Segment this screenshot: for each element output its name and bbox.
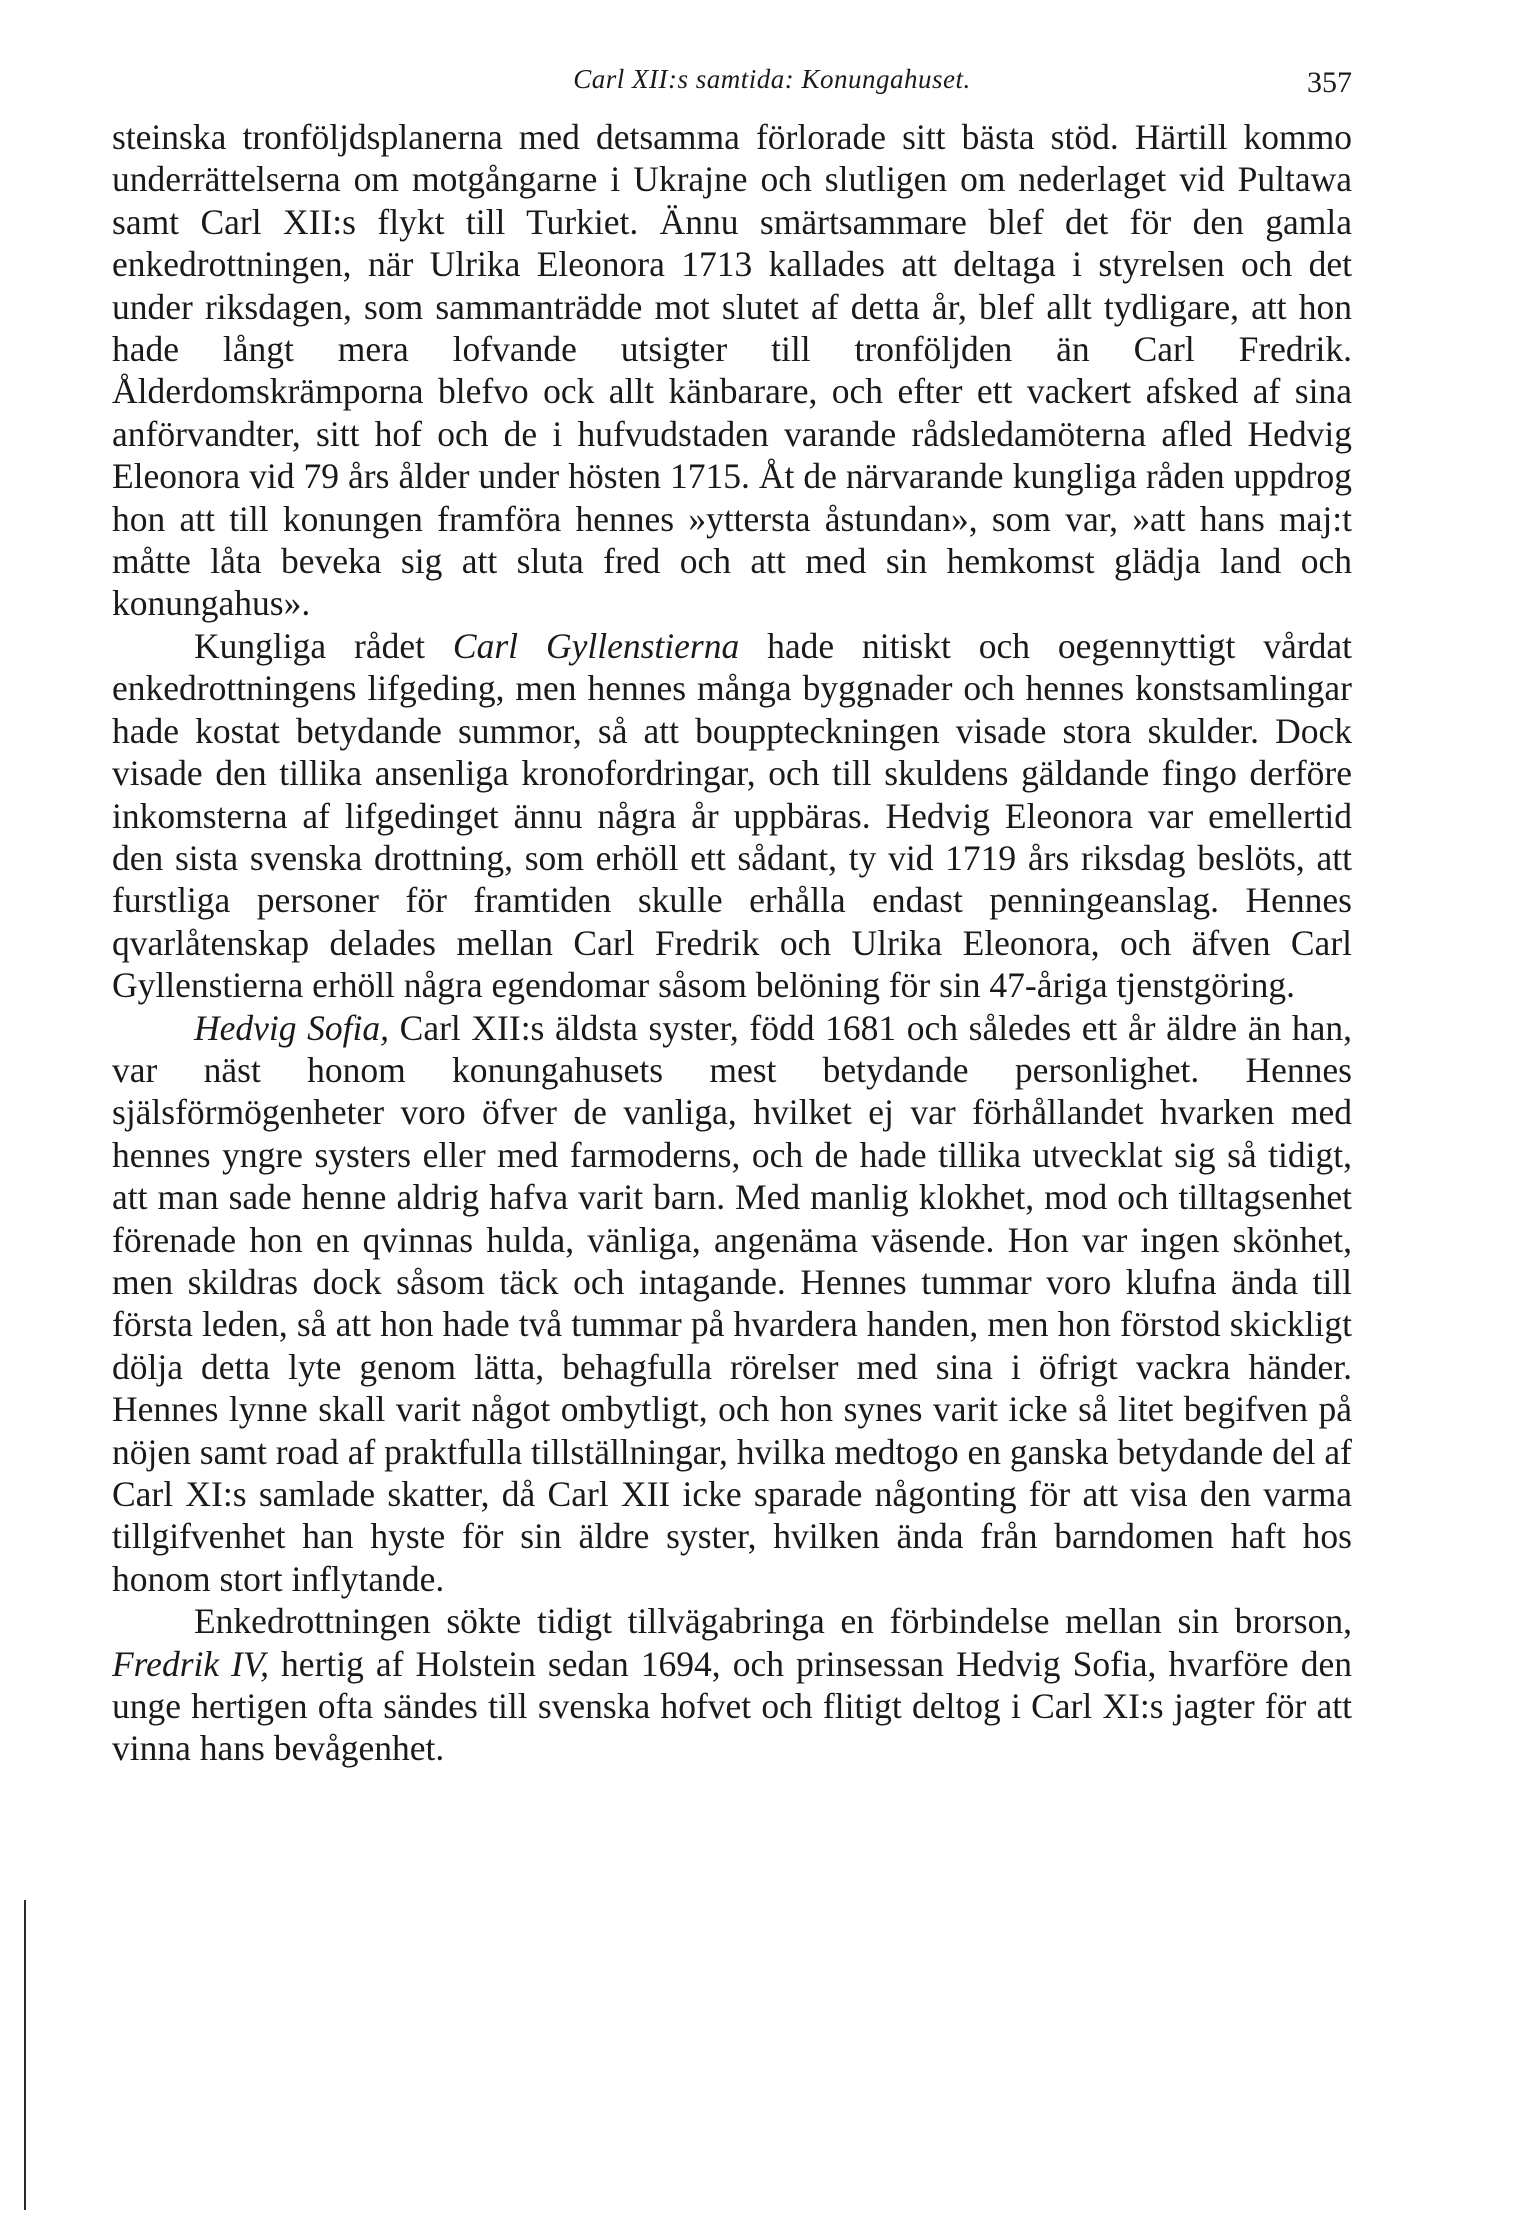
paragraph (112, 625, 1352, 1007)
text-run: Enkedrottningen sökte tidigt tillvägabringa en förbindelse mellan sin brorson, (194, 1601, 1352, 1642)
running-title: Carl XII:s samtida: Konungahuset. (573, 64, 971, 94)
paragraph (112, 1007, 1352, 1601)
page-number: 357 (1307, 66, 1352, 99)
text-run: Kungliga rådet (194, 625, 453, 666)
text-run: Carl XII:s äldsta syster, född 1681 och således ett år äldre än han, var näst honom konungahusets mest betydande personlighet. Hennes själsförmögenheter voro öfver de vanliga, hvilket ej var förhållandet hvarken med hennes yngre systers eller med farmoderns, och de hade tillika utvecklat sig så tidigt, att man sade henne aldrig hafva varit barn. Med manlig klokhet, mod och tilltagsenhet förenade hon en qvinnas hulda, vänliga, angenäma väsende. Hon var ingen skönhet, men skildras dock såsom täck och intagande. Hennes tummar voro klufna ända till första leden, så att hon hade två tummar på hvardera handen, men hon förstod skickligt dölja detta lyte genom lätta, behagfulla rörelser med sina i öfrigt vackra händer. Hennes lynne skall varit något ombytligt, och hon synes varit icke så litet begifven på nöjen samt road af praktfulla tillställningar, hvilka medtogo en ganska betydande del af Carl XI:s samlade skatter, då Carl XII icke sparade någonting för att visa den varma tillgifvenhet han hyste för sin äldre syster, hvilken ända från barndomen haft hos honom stort inflytande. (112, 1007, 1352, 1599)
running-head (112, 60, 1352, 116)
paragraph (112, 1600, 1352, 1770)
body-text (112, 116, 1352, 1770)
paragraph (112, 116, 1352, 625)
italic-name: Fredrik IV, (112, 1643, 269, 1684)
italic-name: Carl Gyllenstierna (452, 625, 740, 666)
text-run: hertig af Holstein sedan 1694, och prinsessan Hedvig Sofia, hvarföre den unge hertigen ofta sändes till svenska hofvet och flitigt deltog i Carl XI:s jagter för att vinna hans bevågenhet. (112, 1643, 1352, 1769)
text-run: hade nitiskt och oegennyttigt vårdat enkedrottningens lifgeding, men hennes många byggnader och hennes konstsamlingar hade kostat betydande summor, så att bouppteckningen visade stora skulder. Dock visade den tillika ansenliga kronofordringar, och till skuldens gäldande fingo derföre inkomsterna af lifgedinget ännu några år uppbäras. Hedvig Eleonora var emellertid den sista svenska drottning, som erhöll ett sådant, ty vid 1719 års riksdag beslöts, att furstliga personer för framtiden skulle erhålla endast penningeanslag. Hennes qvarlåtenskap delades mellan Carl Fredrik och Ulrika Eleonora, och äfven Carl Gyllenstierna erhöll några egendomar såsom belöning för sin 47-åriga tjenstgöring. (112, 625, 1352, 1006)
margin-line (24, 1900, 26, 2210)
book-page (112, 60, 1352, 1770)
italic-name: Hedvig Sofia, (194, 1007, 390, 1048)
text-run: steinska tronföljdsplanerna med detsamma förlorade sitt bästa stöd. Härtill kommo underrättelserna om motgångarne i Ukrajne och slutligen om nederlaget vid Pultawa samt Carl XII:s flykt till Turkiet. Ännu smärtsammare blef det för den gamla enkedrottningen, när Ulrika Eleonora 1713 kallades att deltaga i styrelsen och det under riksdagen, som sammanträdde mot slutet af detta år, blef allt tydligare, att hon hade långt mera lofvande utsigter till tronföljden än Carl Fredrik. Ålderdomskrämporna blefvo ock allt känbarare, och efter ett vackert afsked af sina anförvandter, sitt hof och de i hufvudstaden varande rådsledamöterna afled Hedvig Eleonora vid 79 års ålder under hösten 1715. Åt de närvarande kungliga råden uppdrog hon att till konungen framföra hennes »yttersta åstundan», som var, »att hans maj:t måtte låta beveka sig att sluta fred och att med sin hemkomst glädja land och konungahus». (112, 117, 1352, 624)
